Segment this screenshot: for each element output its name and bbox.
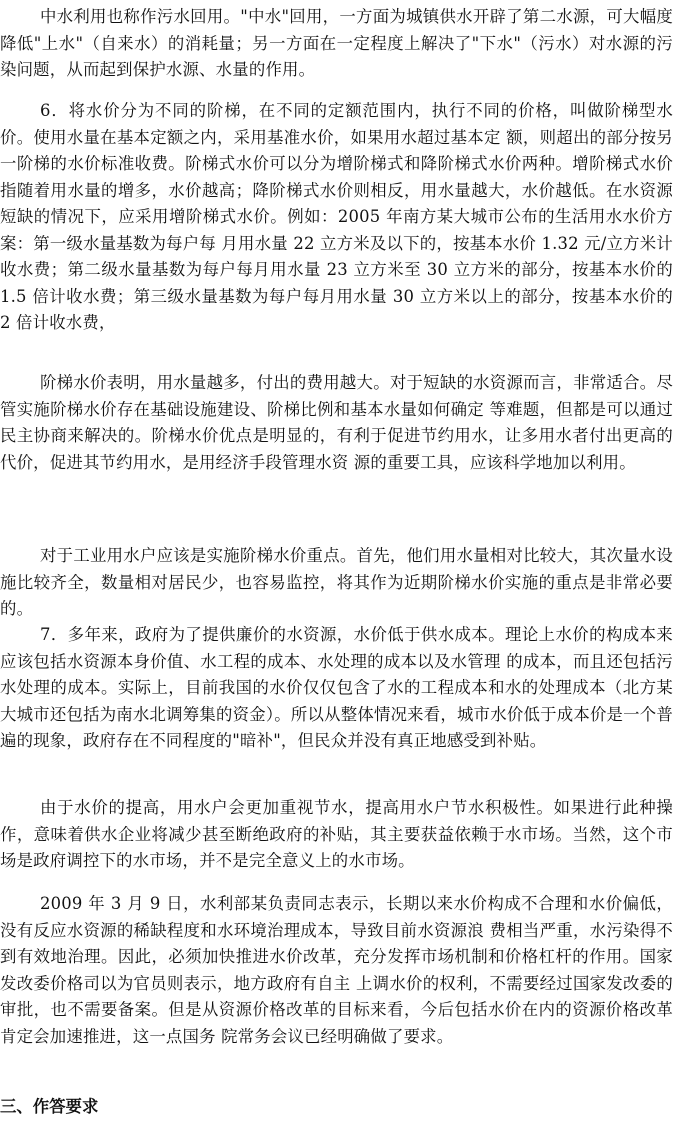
paragraph-industrial-users: 对于工业用水户应该是实施阶梯水价重点。首先，他们用水量相对比较大，其次量水设施比较齐全，数量相对居民少，也容易监控，将其作为近期阶梯水价实施的重点是非常必要的。 [0, 546, 673, 618]
section-heading: 三、作答要求 [0, 1097, 99, 1116]
paragraph-tiered-pricing-definition: 6．将水价分为不同的阶梯，在不同的定额范围内，执行不同的价格，叫做阶梯型水价。使用水量在基本定额之内，采用基准水价，如果用水超过基本定 额，则超出的部分按另一阶梯的水价标准收费。阶梯式水价可以分为增阶梯式和降阶梯式水价两种。增阶梯式水价指随着用水量的增多，水价越高；降阶梯式水价则相反，用水量越大，水价越低。在水资源短缺的情况下，应采用增阶梯式水价。例如：2005 年南方某大城市公布的生活用水水价方案：第一级水量基数为每户每 月用水量 22 立方米及以下的，按基本水价 1.32 元/立方米计收水费；第二级水量基数为每户每月用水量 23 立方米至 30 立方米的部分，按基本水价的 1.5 倍计收水费；第三级水量基数为每户每月用水量 30 立方米以上的部分，按基本水价的 2 倍计收水费， [0, 101, 673, 332]
paragraph-water-market: 由于水价的提高，用水户会更加重视节水，提高用水户节水积极性。如果进行此种操作，意味着供水企业将减少甚至断绝政府的补贴，其主要获益依赖于水市场。当然，这个市场是政府调控下的水市场，并不是完全意义上的水市场。 [0, 798, 673, 870]
paragraph-price-below-cost: 7．多年来，政府为了提供廉价的水资源，水价低于供水成本。理论上水价的构成本来应该包括水资源本身价值、水工程的成本、水处理的成本以及水管理 的成本，而且还包括污水处理的成本。实际上，目前我国的水价仅仅包含了水的工程成本和水的处理成本（北方某大城市还包括为南水北调筹集的资金）。所以从整体情况来看，城市水价低于成本价是一个普遍的现象，政府存在不同程度的"暗补"，但民众并没有真正地感受到补贴。 [0, 625, 673, 750]
paragraph-tiered-pricing-benefits: 阶梯水价表明，用水量越多，付出的费用越大。对于短缺的水资源而言，非常适合。尽管实施阶梯水价存在基础设施建设、阶梯比例和基本水量如何确定 等难题，但都是可以通过民主协商来解决的。阶梯水价优点是明显的，有利于促进节约用水，让多用水者付出更高的代价，促进其节约用水，是用经济手段管理水资 源的重要工具，应该科学地加以利用。 [0, 373, 673, 472]
paragraph-reclaimed-water: 中水利用也称作污水回用。"中水"回用，一方面为城镇供水开辟了第二水源，可大幅度降低"上水"（自来水）的消耗量；另一方面在一定程度上解决了"下水"（污水）对水源的污染问题，从而起到保护水源、水量的作用。 [0, 7, 673, 79]
paragraph-2009-statement: 2009 年 3 月 9 日，水利部某负责同志表示，长期以来水价构成不合理和水价偏低，没有反应水资源的稀缺程度和水环境治理成本，导致目前水资源浪 费相当严重，水污染得不到有效地治理。因此，必须加快推进水价改革，充分发挥市场机制和价格杠杆的作用。国家发改委价格司以为官员则表示，地方政府有自主 上调水价的权利，不需要经过国家发改委的审批，也不需要备案。但是从资源价格改革的目标来看，今后包括水价在内的资源价格改革肯定会加速推进，这一点国务 院常务会议已经明确做了要求。 [0, 894, 673, 1046]
